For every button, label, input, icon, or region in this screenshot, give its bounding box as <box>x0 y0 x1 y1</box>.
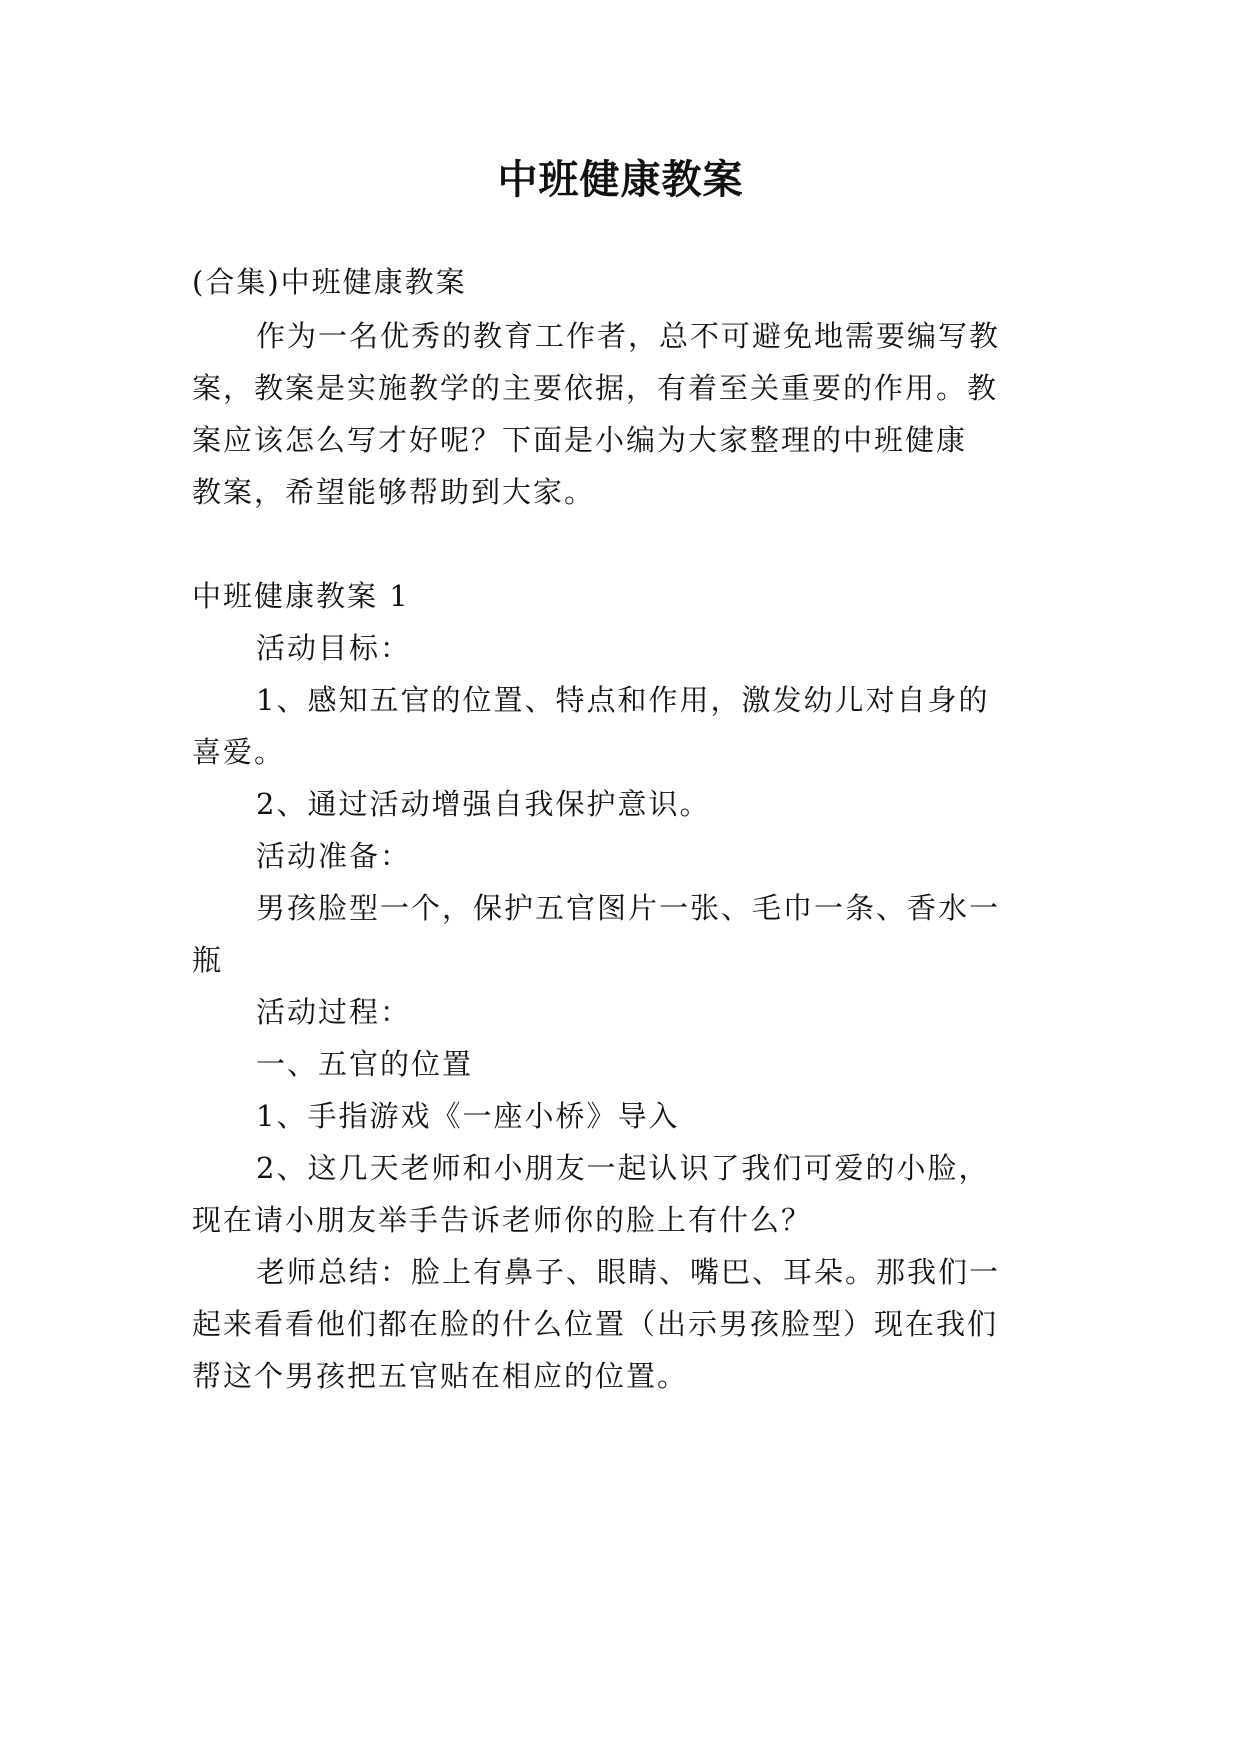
text-line: 活动目标： <box>256 631 412 665</box>
text-line: 老师总结：脸上有鼻子、眼睛、嘴巴、耳朵。那我们一 <box>256 1255 1001 1289</box>
text-line: 喜爱。 <box>192 735 286 769</box>
text-line: 活动准备： <box>256 839 412 873</box>
document-title: 中班健康教案 <box>497 156 744 203</box>
text-line: 男孩脸型一个，保护五官图片一张、毛巾一条、香水一 <box>256 891 1001 925</box>
section-heading: 中班健康教案 1 <box>192 579 410 613</box>
text-line: 现在请小朋友举手告诉老师你的脸上有什么？ <box>192 1203 813 1237</box>
text-line: 作为一名优秀的教育工作者，总不可避免地需要编写教 <box>256 319 1001 353</box>
text-line: 起来看看他们都在脸的什么位置（出示男孩脸型）现在我们 <box>192 1307 999 1341</box>
text-line: 1、手指游戏《一座小桥》导入 <box>256 1099 680 1133</box>
text-line: 帮这个男孩把五官贴在相应的位置。 <box>192 1359 689 1393</box>
text-line: 瓶 <box>192 943 224 977</box>
text-line: 1、感知五官的位置、特点和作用，激发幼儿对自身的 <box>256 683 990 717</box>
text-line: 一、五官的位置 <box>256 1047 474 1081</box>
text-line: 2、这几天老师和小朋友一起认识了我们可爱的小脸， <box>256 1151 990 1185</box>
text-line: 2、通过活动增强自我保护意识。 <box>256 787 711 821</box>
text-line: 活动过程： <box>256 995 412 1029</box>
text-line: 案应该怎么写才好呢？下面是小编为大家整理的中班健康 <box>192 423 968 457</box>
text-line: 案，教案是实施教学的主要依据，有着至关重要的作用。教 <box>192 371 999 405</box>
text-line: 教案，希望能够帮助到大家。 <box>192 475 596 509</box>
text-line: (合集)中班健康教案 <box>192 265 467 299</box>
